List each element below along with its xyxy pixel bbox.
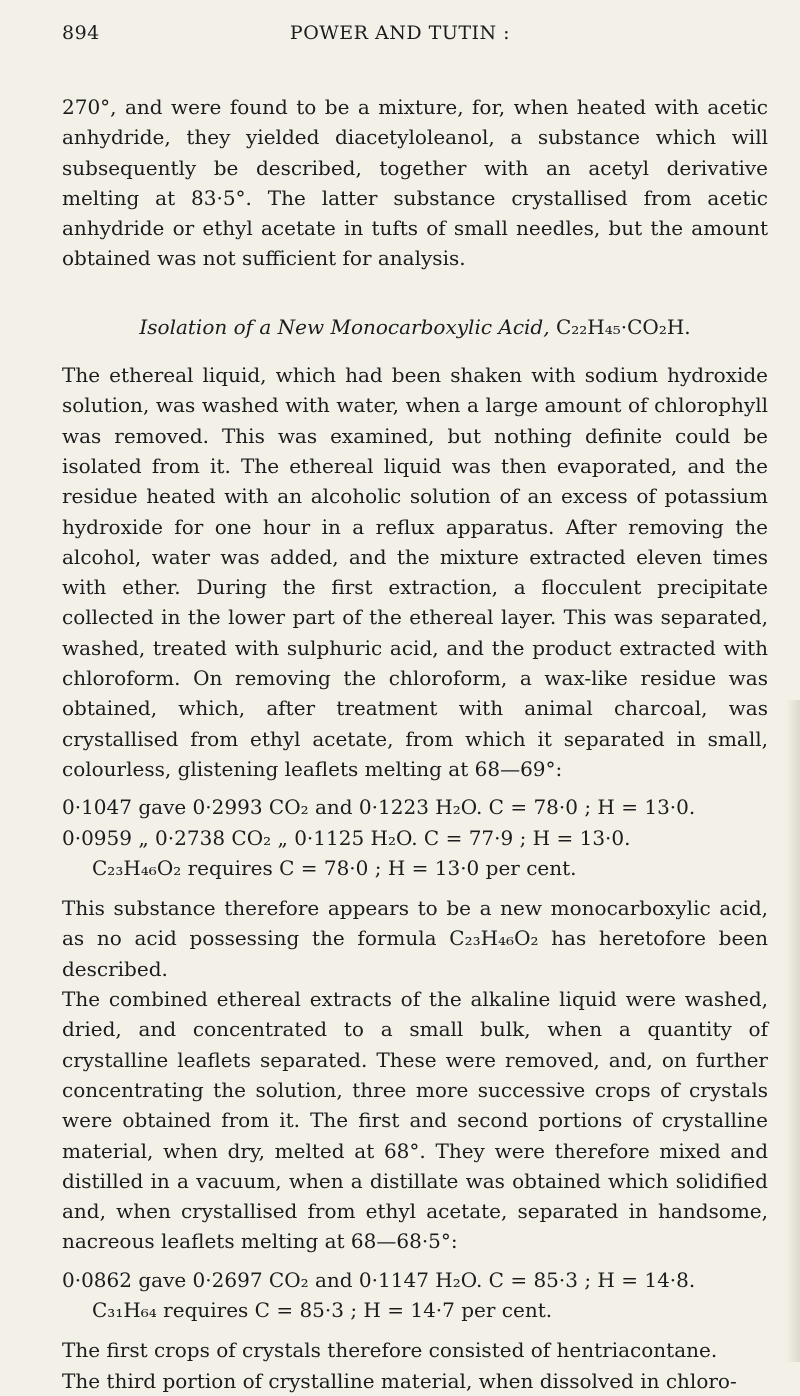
analysis-line: 0·0959 „ 0·2738 CO₂ „ 0·1125 H₂O. C = 77·9 ; H = 13·0. xyxy=(62,825,631,850)
paragraph-1: 270°, and were found to be a mixture, for, when heated with acetic anhydride, they yielded diacetyloleanol, a substance which will subsequently be described, together with an acetyl derivative melting at 83·5°. The latter substance crystallised from acetic anhydride or ethyl acetate in tufts of small needles, but the amount obtained was not sufficient for analysis. xyxy=(62,95,768,271)
analysis-requirement: C₂₃H₄₆O₂ requires C = 78·0 ; H = 13·0 per cent. xyxy=(92,855,577,880)
heading-text: Isolation of a New Monocarboxylic Acid, xyxy=(139,314,556,339)
analysis-line: 0·0862 gave 0·2697 CO₂ and 0·1147 H₂O. C = 85·3 ; H = 14·8. xyxy=(62,1267,696,1292)
page-number: 894 xyxy=(62,22,100,44)
paragraph-5: The first crops of crystals therefore consisted of hentriacontane. xyxy=(62,1338,718,1363)
paragraph-2: The ethereal liquid, which had been shaken with sodium hydroxide solution, was washed with water, when a large amount of chlorophyll was removed. This was examined, but nothing definite could be isolated from it. The ethereal liquid was then evaporated, and the residue heated with an alcoholic solution of an excess of potassium hydroxide for one hour in a reflux apparatus. After removing the alcohol, water was added, and the mixture extracted eleven times with ether. During the first extraction, a flocculent precipitate collected in the lower part of the ethereal layer. This was separated, washed, treated with sulphuric acid, and the product extracted with chloroform. On removing the chloroform, a wax-like residue was obtained, which, after treatment with animal charcoal, was crystallised from ethyl acetate, from which it separated in small, colourless, glistening leaflets melting at 68—69°: xyxy=(62,363,768,781)
heading-formula: C₂₂H₄₅·CO₂H. xyxy=(555,314,691,339)
paragraph-3: This substance therefore appears to be a new monocarboxylic acid, as no acid possessing the formula C₂₃H₄₆O₂ has heretofore been described. xyxy=(62,896,768,981)
analysis-requirement: C₃₁H₆₄ requires C = 85·3 ; H = 14·7 per cent. xyxy=(92,1297,553,1322)
paragraph-6: The third portion of crystalline material, when dissolved in chloro- xyxy=(62,1368,737,1393)
analysis-line: 0·1047 gave 0·2993 CO₂ and 0·1223 H₂O. C = 78·0 ; H = 13·0. xyxy=(62,795,696,820)
paragraph-4: The combined ethereal extracts of the alkaline liquid were washed, dried, and concentrated to a small bulk, when a quantity of crystalline leaflets separated. These were removed, and, on further concentrating the solution, three more successive crops of crystals were obtained from it. The first and second portions of crystalline material, when dry, melted at 68°. They were therefore mixed and distilled in a vacuum, when a distillate was obtained which solidified and, when crystallised from ethyl acetate, separated in handsome, nacreous leaflets melting at 68—68·5°: xyxy=(62,987,768,1254)
analysis-data-1 xyxy=(62,792,768,883)
page-edge-shadow xyxy=(786,700,800,1362)
running-head: POWER AND TUTIN : xyxy=(289,22,511,44)
section-heading xyxy=(62,312,768,342)
body-text xyxy=(62,92,768,1396)
page-header xyxy=(50,14,750,44)
analysis-data-2 xyxy=(62,1265,768,1326)
